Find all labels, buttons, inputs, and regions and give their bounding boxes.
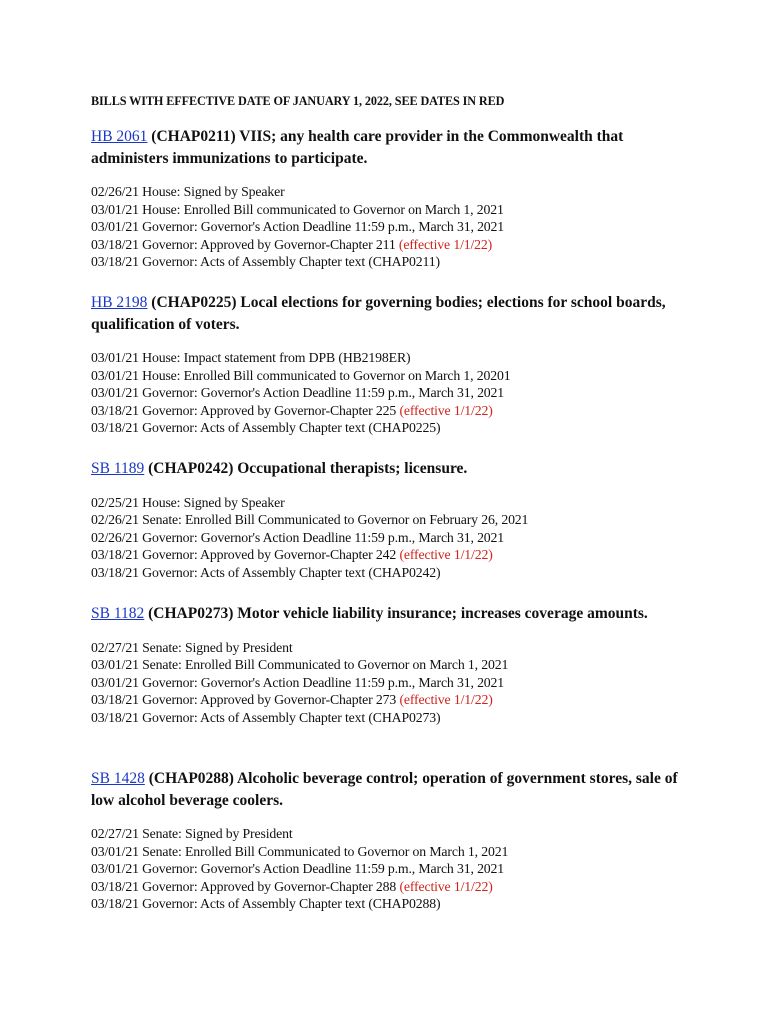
bill-history [91,494,691,582]
bill-title [91,292,691,335]
history-line [91,564,691,582]
bill-title [91,458,691,480]
bill-link-hb-2061[interactable]: HB 2061 [91,128,148,145]
bill-history [91,183,691,271]
bill-entry-hb-2061 [91,126,691,271]
history-text: 02/25/21 House: Signed by Speaker [91,494,285,510]
bill-description: (CHAP0242) Occupational therapists; licensure. [144,460,468,477]
history-text: 03/18/21 Governor: Approved by Governor-Chapter 211 [91,236,399,252]
history-line [91,529,691,547]
document-heading: BILLS WITH EFFECTIVE DATE OF JANUARY 1, 2022, SEE DATES IN RED [91,94,505,108]
history-text: 02/26/21 Governor: Governor's Action Deadline 11:59 p.m., March 31, 2021 [91,529,505,545]
history-text: 03/01/21 Senate: Enrolled Bill Communicated to Governor on March 1, 2021 [91,657,509,673]
bill-title [91,603,691,625]
history-text: 03/01/21 House: Enrolled Bill communicated to Governor on March 1, 20201 [91,367,511,383]
bill-link-sb-1428[interactable]: SB 1428 [91,770,145,787]
history-text: 03/18/21 Governor: Approved by Governor-Chapter 242 [91,547,400,563]
bill-link-sb-1182[interactable]: SB 1182 [91,605,145,622]
bill-link-hb-2198[interactable]: HB 2198 [91,294,148,311]
bill-description: (CHAP0273) Motor vehicle liability insurance; increases coverage amounts. [144,605,648,622]
history-text: 03/18/21 Governor: Acts of Assembly Chapter text (CHAP0242) [91,564,441,580]
effective-date: (effective 1/1/22) [398,236,493,252]
history-line [91,656,691,674]
bill-history [91,349,691,437]
history-line [91,253,691,271]
history-text: 03/01/21 House: Impact statement from DPB (HB2198ER) [91,350,411,365]
history-line [91,674,691,692]
history-text: 03/01/21 Governor: Governor's Action Deadline 11:59 p.m., March 31, 2021 [91,861,505,877]
history-text: 03/18/21 Governor: Approved by Governor-Chapter 273 [91,692,400,708]
history-line [91,825,691,843]
history-text: 02/26/21 Senate: Enrolled Bill Communicated to Governor on February 26, 2021 [91,512,529,528]
bill-description: (CHAP0225) Local elections for governing bodies; elections for school boards, qualification of voters. [91,294,666,333]
history-text: 03/18/21 Governor: Acts of Assembly Chapter text (CHAP0225) [91,420,441,436]
history-text: 03/18/21 Governor: Acts of Assembly Chapter text (CHAP0273) [91,709,441,725]
effective-date: (effective 1/1/22) [399,402,493,418]
history-line [91,878,691,896]
history-text: 03/18/21 Governor: Acts of Assembly Chapter text (CHAP0211) [91,254,440,270]
history-text: 03/01/21 Governor: Governor's Action Deadline 11:59 p.m., March 31, 2021 [91,674,505,690]
history-line [91,183,691,201]
history-line [91,511,691,529]
history-line [91,895,691,913]
bill-entry-sb-1189 [91,458,691,581]
bill-history [91,639,691,727]
bill-entry-sb-1182 [91,603,691,726]
bill-description: (CHAP0288) Alcoholic beverage control; operation of government stores, sale of low alcohol beverage coolers. [91,770,678,809]
history-text: 03/18/21 Governor: Acts of Assembly Chapter text (CHAP0288) [91,896,441,912]
history-line [91,349,691,367]
history-line [91,384,691,402]
history-line [91,367,691,385]
history-line [91,419,691,437]
history-line [91,639,691,657]
history-text: 03/18/21 Governor: Approved by Governor-Chapter 225 [91,402,400,418]
history-line [91,494,691,512]
history-line [91,201,691,219]
history-text: 03/01/21 Governor: Governor's Action Deadline 11:59 p.m., March 31, 2021 [91,385,505,401]
bill-history [91,825,691,913]
history-line [91,691,691,709]
history-line [91,236,691,254]
history-line [91,402,691,420]
bill-title [91,768,691,811]
history-line [91,860,691,878]
history-line [91,546,691,564]
history-text: 02/26/21 House: Signed by Speaker [91,184,285,199]
effective-date: (effective 1/1/22) [399,547,493,563]
history-text: 02/27/21 Senate: Signed by President [91,826,293,841]
bill-description: (CHAP0211) VIIS; any health care provider in the Commonwealth that administers immunizations to participate. [91,128,624,167]
history-text: 03/01/21 House: Enrolled Bill communicated to Governor on March 1, 2021 [91,201,504,217]
history-line [91,218,691,236]
effective-date: (effective 1/1/22) [399,878,493,894]
history-text: 03/18/21 Governor: Approved by Governor-Chapter 288 [91,878,400,894]
history-line [91,709,691,727]
bill-entry-sb-1428 [91,768,691,913]
bill-title [91,126,691,169]
effective-date: (effective 1/1/22) [399,692,493,708]
bill-link-sb-1189[interactable]: SB 1189 [91,460,145,477]
history-text: 03/01/21 Governor: Governor's Action Deadline 11:59 p.m., March 31, 2021 [91,219,505,235]
history-text: 02/27/21 Senate: Signed by President [91,639,293,655]
history-text: 03/01/21 Senate: Enrolled Bill Communicated to Governor on March 1, 2021 [91,843,509,859]
history-line [91,843,691,861]
bill-entry-hb-2198 [91,292,691,437]
